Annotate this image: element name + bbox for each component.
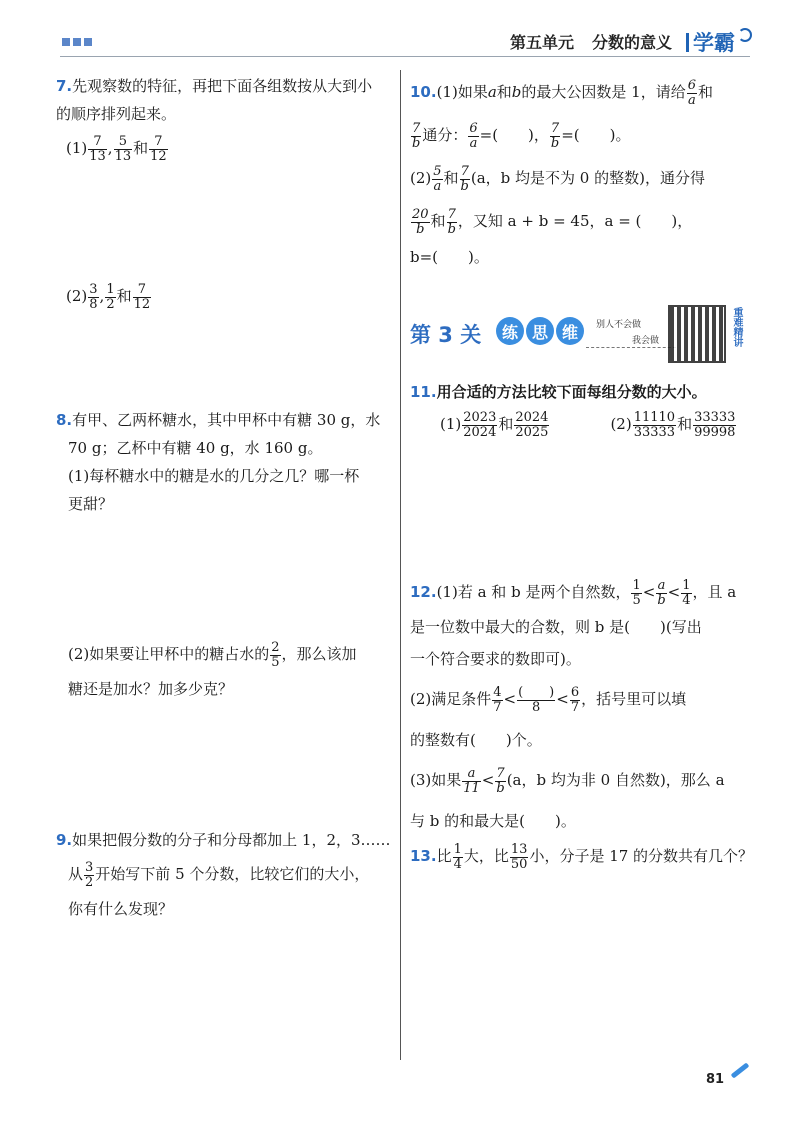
question-text: (a，b 均为非 0 自然数)，那么 a [506,771,725,790]
question-text: 的顺序排列起来。 [56,105,177,123]
question-text: 的最大公因数是 1，请给 [521,83,686,101]
unit-label: 第五单元 [510,33,575,52]
question-text: (2)满足条件 [410,690,492,709]
question-10 [410,78,713,271]
question-text: (3)如果 [410,771,462,790]
question-13 [410,842,753,871]
question-7 [56,72,372,128]
question-text: (1)每杯糖水中的糖是水的几分之几？哪一杯 [68,467,360,485]
fraction: $\frac{7}{12}$ [150,133,167,164]
separator: , [99,287,105,305]
question-text: 先观察数的特征，再把下面各组数按从大到小 [72,77,373,95]
operator: < [481,771,495,790]
question-text: 小，分子是 17 的分数共有几个？ [529,847,754,865]
fraction: $\frac{33333}{99998}$ [694,409,736,440]
question-text: (1)若 a 和 b 是两个自然数， [436,583,631,601]
question-number: 8. [56,411,73,429]
question-text: ，那么该加 [281,645,357,663]
fraction: $\frac{5}{13}$ [114,133,132,164]
conjunction: 和 [116,287,132,305]
question-text: 有甲、乙两杯糖水，其中甲杯中有糖 30 g，水 [72,411,381,429]
conjunction: 和 [677,415,693,433]
header-decoration [62,38,92,46]
question-text: (2)如果要让甲杯中的糖占水的 [68,645,270,663]
question-text: 更甜？ [68,495,114,513]
question-text: 比 [436,847,452,865]
level-char: 练 [496,317,524,345]
part-label: (1) [440,415,462,433]
question-text: ，且 a [692,583,737,601]
level-note: 我会做 [632,336,660,346]
fraction: $\frac{6}{a}$ [469,121,478,151]
level-subtitle [496,317,584,345]
question-text: 大，比 [463,847,509,865]
question-text: 如果把假分数的分子和分母都加上 1，2，3…… [72,831,391,849]
question-text: 和 [698,83,714,101]
part-label: (2) [410,169,432,188]
question-text: 70 g；乙杯中有糖 40 g，水 160 g。 [68,439,323,457]
question-text: 通分： [422,126,468,145]
fraction: $\frac{6}{7}$ [570,685,580,715]
pen-icon [731,1062,750,1078]
question-text: 用合适的方法比较下面每组分数的大小。 [436,383,707,401]
level-note: 别人不会做 [596,320,642,330]
question-text: 和 [443,169,459,188]
question-12 [410,578,736,835]
question-number: 12. [410,583,437,601]
answer-blank: b=( )。 [410,247,489,266]
operator: < [556,690,569,709]
topic-label: 分数的意义 [592,33,673,52]
graduation-cap-icon [738,28,752,42]
question-9 [56,826,391,923]
qr-code-icon[interactable] [668,305,726,363]
question-text: 一个符合要求的数即可)。 [410,650,581,669]
level-char: 思 [526,317,554,345]
fraction: ( ) 8 [518,685,555,715]
fraction: $\frac{7}{12}$ [133,281,151,312]
question-text: (1)如果 [436,83,488,101]
part-label: (2) [66,287,88,305]
fraction: $\frac{6}{a}$ [687,77,697,108]
fraction: $\frac{13}{50}$ [510,841,528,872]
level-char: 维 [556,317,584,345]
fraction: $\frac{1}{5}$ [632,577,641,608]
fraction: $\frac{1}{4}$ [682,577,691,608]
brand-logo: 学霸 [693,31,735,55]
header-title [510,30,672,53]
fraction: $\frac{4}{7}$ [493,685,502,715]
question-text: 你有什么发现？ [68,900,174,919]
fraction: $\frac{7}{b}$ [460,164,469,194]
answer-blank: =( )， [479,126,549,145]
conjunction: 和 [498,415,514,433]
question-text: 从 [68,865,84,883]
page-number: 81 [706,1072,725,1087]
fraction: $\frac{7}{b}$ [447,207,456,237]
question-text: 的整数有( )个。 [410,731,542,750]
part-label: (1) [66,139,88,157]
header-rule [60,56,750,57]
fraction: $\frac{1}{2}$ [106,281,115,312]
separator: , [107,139,113,157]
question-text: 开始写下前 5 个分数，比较它们的大小， [95,865,370,883]
fraction: $\frac{2}{5}$ [271,639,280,670]
variable: a [487,83,497,101]
fraction: $\frac{1}{4}$ [453,841,462,872]
question-text: 和 [496,83,512,101]
level-banner [410,307,750,361]
fraction: $\frac{7}{b}$ [412,121,421,151]
fraction: $\frac{7}{b}$ [550,121,560,151]
fraction: $\frac{2023}{2024}$ [463,409,497,440]
fraction: $\frac{11110}{33333}$ [633,409,676,440]
fraction: $\frac{2024}{2025}$ [515,409,549,440]
question-number: 10. [410,83,437,101]
conjunction: 和 [133,139,149,157]
question-number: 13. [410,847,437,865]
fraction: $\frac{3}{8}$ [89,281,98,312]
level-title: 第 3 关 [410,323,482,347]
fraction: $\frac{3}{2}$ [85,859,94,890]
header-divider [686,33,689,52]
question-text: (a，b 均是不为 0 的整数)，通分得 [470,169,705,188]
operator: < [503,690,517,709]
question-text: 是一位数中最大的合数，则 b 是( )(写出 [410,618,702,637]
question-8-part-2 [68,640,357,703]
fraction: $\frac{20}{b}$ [412,207,429,237]
fraction: $\frac{7}{b}$ [496,766,505,796]
fraction: $\frac{a}{b}$ [657,577,666,608]
question-text: 糖还是加水？加多少克？ [68,680,234,699]
question-7-part-2 [66,282,152,311]
operator: < [642,583,656,601]
question-text: 与 b 的和最大是( )。 [410,812,576,831]
question-8 [56,406,380,518]
qr-caption: 重难精讲 [731,307,742,347]
fraction: $\frac{a}{11}$ [463,766,480,796]
operator: < [667,583,681,601]
answer-blank: =( )。 [561,126,631,145]
answer-blank: ，又知 a + b = 45，a = ( )， [457,212,693,231]
part-label: (2) [610,415,632,433]
question-number: 7. [56,77,73,95]
level-dash-line [586,347,676,348]
question-11 [410,378,737,439]
variable: b [511,83,522,101]
fraction: $\frac{7}{13}$ [89,133,106,164]
question-text: ，括号里可以填 [581,690,687,709]
fraction: $\frac{5}{a}$ [433,164,442,194]
column-divider [400,70,401,1060]
question-text: 和 [430,212,446,231]
question-7-part-1 [66,134,169,163]
question-number: 9. [56,831,73,849]
question-number: 11. [410,383,437,401]
